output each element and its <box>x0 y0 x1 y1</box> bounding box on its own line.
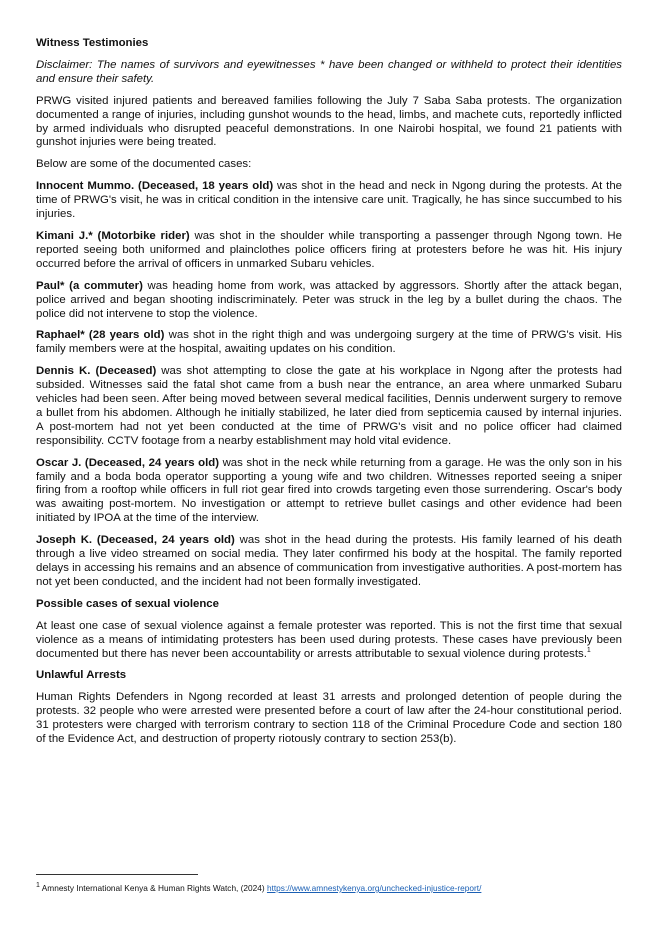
case-text: was shot in the right thigh and was undergoing surgery at the time of PRWG's visit. His family members were at the hospital, awaiting updates on his condition. <box>36 329 622 356</box>
case-name: Dennis K. (Deceased) <box>36 365 157 378</box>
case-paragraph <box>36 365 622 448</box>
case-paragraph <box>36 230 622 272</box>
footnote-marker: 1 <box>36 882 40 890</box>
case-paragraph <box>36 180 622 222</box>
case-name: Joseph K. (Deceased, 24 years old) <box>36 534 235 547</box>
case-name: Paul* (a commuter) <box>36 279 143 292</box>
document-body <box>36 37 622 755</box>
witness-testimonies-heading: Witness Testimonies <box>36 37 149 49</box>
unlawful-arrests-heading: Unlawful Arrests <box>36 669 127 682</box>
footnote-reference[interactable]: 1 <box>586 646 591 654</box>
case-paragraph <box>36 280 622 322</box>
case-name: Raphael* (28 years old) <box>36 329 165 342</box>
footnote-text: Amnesty International Kenya & Human Rights Watch, (2024) <box>39 883 267 893</box>
case-paragraph <box>36 534 622 590</box>
case-name: Oscar J. (Deceased, 24 years old) <box>36 456 220 469</box>
sexual-violence-paragraph <box>36 620 622 662</box>
disclaimer: Disclaimer: The names of survivors and eyewitnesses * have been changed or withheld to protect their identities and ensure their safety. <box>36 58 622 85</box>
cases-intro: Below are some of the documented cases: <box>36 158 252 171</box>
case-text: was shot in the neck while returning from a garage. He was the only son in his family and a boda boda operator supporting a young wife and two children. Witnesses reported seeing a sniper firing from a rooftop while officers in full riot gear fired into crowds targeting even those surrendering. Oscar's body was awaiting post-mortem. No investigation or attempt to retrieve bullet casings and other evidence had been initiated by IPOA at the time of the interview. <box>36 456 622 525</box>
case-paragraph <box>36 457 622 527</box>
unlawful-arrests-paragraph: Human Rights Defenders in Ngong recorded at least 31 arrests and prolonged detention of people during the protests. 32 people who were arrested were presented before a court of law after the 24-hour constitutional period. 31 protesters were charged with terrorism contrary to section 118 of the Criminal Procedure Code and section 180 of the Evidence Act, and destruction of property riotously contrary to section 253(b). <box>36 691 622 746</box>
footnote-divider <box>36 874 198 875</box>
footnote <box>36 883 636 894</box>
intro-paragraph: PRWG visited injured patients and bereaved families following the July 7 Saba Saba protests. The organization documented a range of injuries, including gunshot wounds to the head, limbs, and machete cuts, reportedly inflicted by armed individuals who disrupted peaceful demonstrations. In one Nairobi hospital, we found 21 patients with gunshot injuries were being treated. <box>36 94 622 149</box>
case-paragraph <box>36 329 622 357</box>
sexual-violence-heading: Possible cases of sexual violence <box>36 597 219 610</box>
sexual-violence-text: At least one case of sexual violence against a female protester was reported. This is not the first time that sexual violence as a means of intimidating protesters has been used during protests. These cases have previously been documented but there has never been accountability or arrests attributable to sexual violence during protests. <box>36 619 622 660</box>
case-text: was heading home from work, was attacked by aggressors. Shortly after the attack began, police arrived and began shooting indiscriminately. Peter was struck in the leg by a bullet during the chaos. The police did not intervene to stop the violence. <box>36 279 622 320</box>
case-name: Kimani J.* (Motorbike rider) <box>36 229 190 242</box>
case-text: was shot in the head during the protests. His family learned of his death through a live video streamed on social media. They later confirmed his body at the hospital. The family reported delays in accessing his remains and an absence of communication from investigative authorities. A post-mortem has not yet been conducted, and the incident had not been formally investigated. <box>36 534 622 588</box>
footnote-link[interactable]: https://www.amnestykenya.org/unchecked-injustice-report/ <box>266 883 482 893</box>
case-text: was shot in the head and neck in Ngong during the protests. At the time of PRWG's visit, he was in critical condition in the intensive care unit. Tragically, he has since succumbed to his injuries. <box>36 180 622 221</box>
case-text: was shot in the shoulder while transporting a passenger through Ngong town. He reported seeing both uniformed and plainclothes police officers firing at protesters before he was hit. His injury occurred before the arrival of officers in unmarked Subaru vehicles. <box>36 229 622 270</box>
case-name: Innocent Mummo. (Deceased, 18 years old) <box>36 180 274 193</box>
case-text: was shot attempting to close the gate at his workplace in Ngong after the protests had subsided. Witnesses said the fatal shot came from a bush near the entrance, an area where unmarked Subaru vehicles had been seen. After being moved between several medical facilities, Dennis underwent surgery to remove a bullet from his abdomen. Although he initially stabilized, he later died from septicemia caused by internal injuries. A post-mortem had not yet been conducted at the time of PRWG's visit and no police officer had claimed responsibility. CCTV footage from a nearby establishment may hold vital evidence. <box>36 365 622 447</box>
